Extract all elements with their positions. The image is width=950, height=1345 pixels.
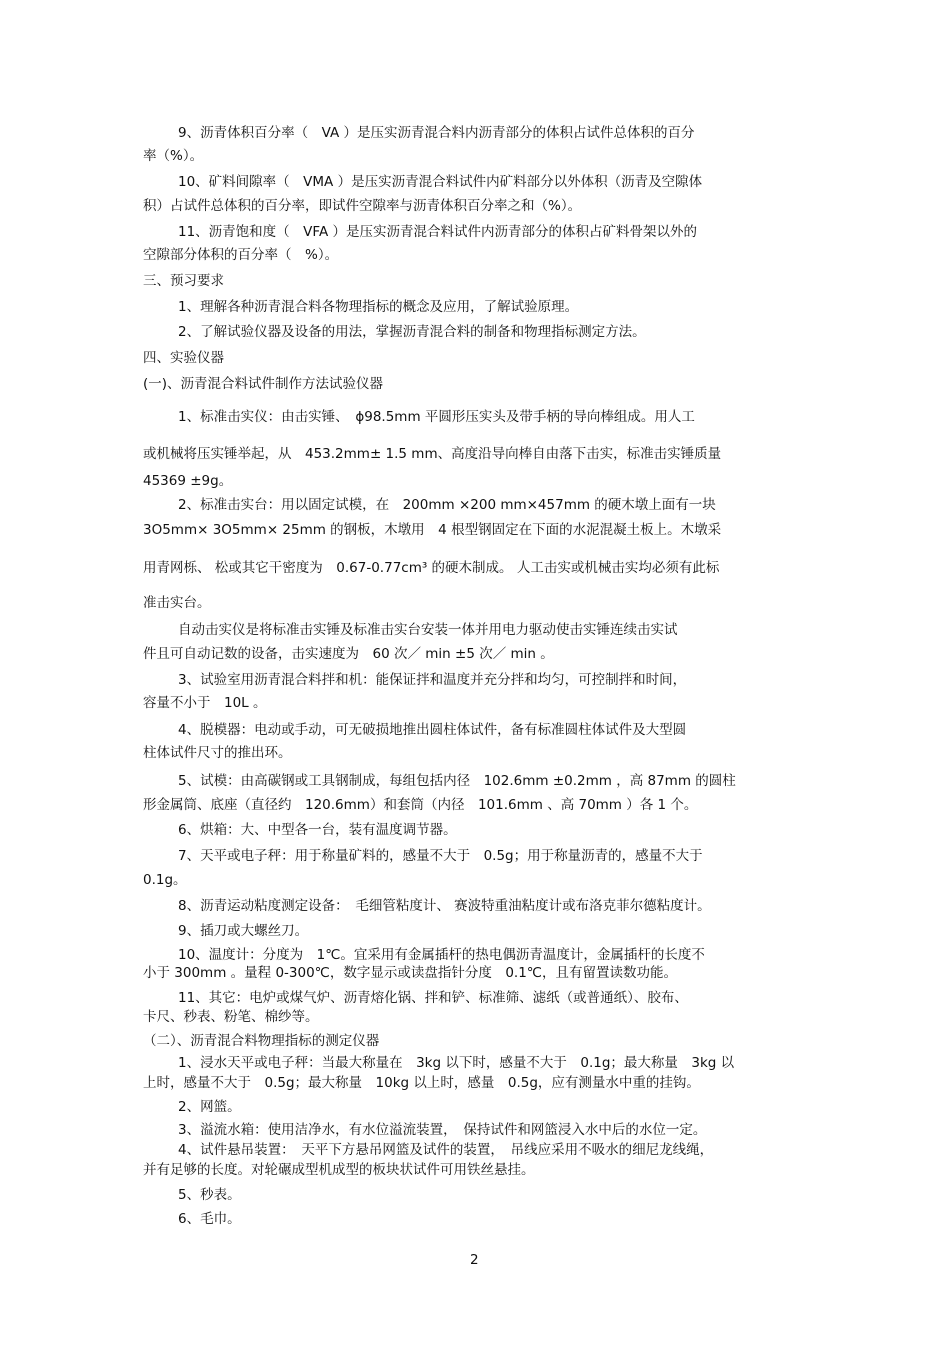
text-line: 3、试验室用沥青混合料拌和机：能保证拌和温度并充分拌和均匀，可控制拌和时间， (178, 672, 687, 688)
text-line: 小于 300mm 。量程 0-300℃，数字显示或读盘指针分度 0.1℃，且有留置读数功能。 (143, 965, 677, 981)
text-line: (一)、沥青混合料试件制作方法试验仪器 (143, 376, 384, 392)
text-line: 10、矿料间隙率（ VMA ）是压实沥青混合料试件内矿料部分以外体积（沥青及空隙体 (178, 174, 703, 190)
text-line: 并有足够的长度。对轮碾成型机成型的板块状试件可用铁丝悬挂。 (143, 1162, 535, 1178)
page-number: 2 (470, 1252, 479, 1268)
text-line: 准击实台。 (143, 595, 211, 611)
text-line: 3、溢流水箱：使用洁净水，有水位溢流装置， 保持试件和网篮浸入水中后的水位一定。 (178, 1122, 707, 1138)
text-line: 45369 ±9g。 (143, 473, 233, 489)
text-line: 11、其它：电炉或煤气炉、沥青熔化锅、拌和铲、标准筛、滤纸（或普通纸）、胶布、 (178, 990, 688, 1006)
text-line: 6、毛巾。 (178, 1211, 241, 1227)
text-line: 0.1g。 (143, 872, 187, 888)
text-line: 柱体试件尺寸的推出环。 (143, 745, 292, 761)
text-line: 2、网篮。 (178, 1099, 241, 1115)
text-line: 用青网栎、 松或其它干密度为 0.67-0.77cm³ 的硬木制成。 人工击实或机械击实均必须有此标 (143, 560, 720, 576)
text-line: 空隙部分体积的百分率（ %）。 (143, 247, 339, 263)
text-line: 容量不小于 10L 。 (143, 695, 267, 711)
text-line: 三、预习要求 (143, 273, 224, 289)
text-line: （二）、沥青混合料物理指标的测定仪器 (143, 1033, 380, 1049)
text-line: 3O5mm× 3O5mm× 25mm 的钢板，木墩用 4 根型钢固定在下面的水泥混凝土板上。木墩采 (143, 522, 722, 538)
text-line: 5、试模：由高碳钢或工具钢制成，每组包括内径 102.6mm ±0.2mm ，高 87mm 的圆柱 (178, 773, 736, 789)
text-line: 或机械将压实锤举起，从 453.2mm± 1.5 mm、高度沿导向棒自由落下击实，标准击实锤质量 (143, 446, 722, 462)
text-line: 9、沥青体积百分率（ VA ）是压实沥青混合料内沥青部分的体积占试件总体积的百分 (178, 125, 695, 141)
text-line: 1、标准击实仪：由击实锤、 ϕ98.5mm 平圆形压实头及带手柄的导向棒组成。用人工 (178, 409, 695, 425)
text-line: 9、插刀或大螺丝刀。 (178, 923, 309, 939)
text-line: 10、温度计：分度为 1℃。宜采用有金属插杆的热电偶沥青温度计，金属插杆的长度不 (178, 947, 705, 963)
text-line: 7、天平或电子秤：用于称量矿料的，感量不大于 0.5g；用于称量沥青的，感量不大于 (178, 848, 703, 864)
text-line: 率（%）。 (143, 148, 204, 164)
text-line: 件且可自动记数的设备，击实速度为 60 次／ min ±5 次／ min 。 (143, 646, 554, 662)
text-line: 6、烘箱：大、中型各一台，装有温度调节器。 (178, 822, 457, 838)
text-line: 4、脱模器：电动或手动，可无破损地推出圆柱体试件，备有标准圆柱体试件及大型圆 (178, 722, 687, 738)
text-line: 自动击实仪是将标准击实锤及标准击实台安装一体并用电力驱动使击实锤连续击实试 (178, 622, 678, 638)
text-line: 2、标准击实台：用以固定试模，在 200mm ×200 mm×457mm 的硬木墩上面有一块 (178, 497, 716, 513)
text-line: 四、实验仪器 (143, 350, 224, 366)
text-line: 积）占试件总体积的百分率，即试件空隙率与沥青体积百分率之和（%）。 (143, 198, 582, 214)
text-line: 2、了解试验仪器及设备的用法，掌握沥青混合料的制备和物理指标测定方法。 (178, 324, 646, 340)
text-line: 卡尺、秒表、粉笔、棉纱等。 (143, 1009, 319, 1025)
text-line: 4、试件悬吊装置： 天平下方悬吊网篮及试件的装置， 吊线应采用不吸水的细尼龙线绳， (178, 1142, 714, 1158)
text-line: 上时，感量不大于 0.5g；最大称量 10kg 以上时，感量 0.5g，应有测量水中重的挂钩。 (143, 1075, 700, 1091)
text-line: 1、浸水天平或电子秤：当最大称量在 3kg 以下时，感量不大于 0.1g；最大称量 3kg 以 (178, 1055, 735, 1071)
text-line: 1、理解各种沥青混合料各物理指标的概念及应用，了解试验原理。 (178, 299, 579, 315)
text-line: 5、秒表。 (178, 1187, 241, 1203)
text-line: 形金属筒、底座（直径约 120.6mm）和套筒（内径 101.6mm 、高 70mm ）各 1 个。 (143, 797, 698, 813)
text-line: 8、沥青运动粘度测定设备： 毛细管粘度计、 赛波特重油粘度计或布洛克菲尔德粘度计。 (178, 898, 711, 914)
text-line: 11、沥青饱和度（ VFA ）是压实沥青混合料试件内沥青部分的体积占矿料骨架以外的 (178, 224, 697, 240)
